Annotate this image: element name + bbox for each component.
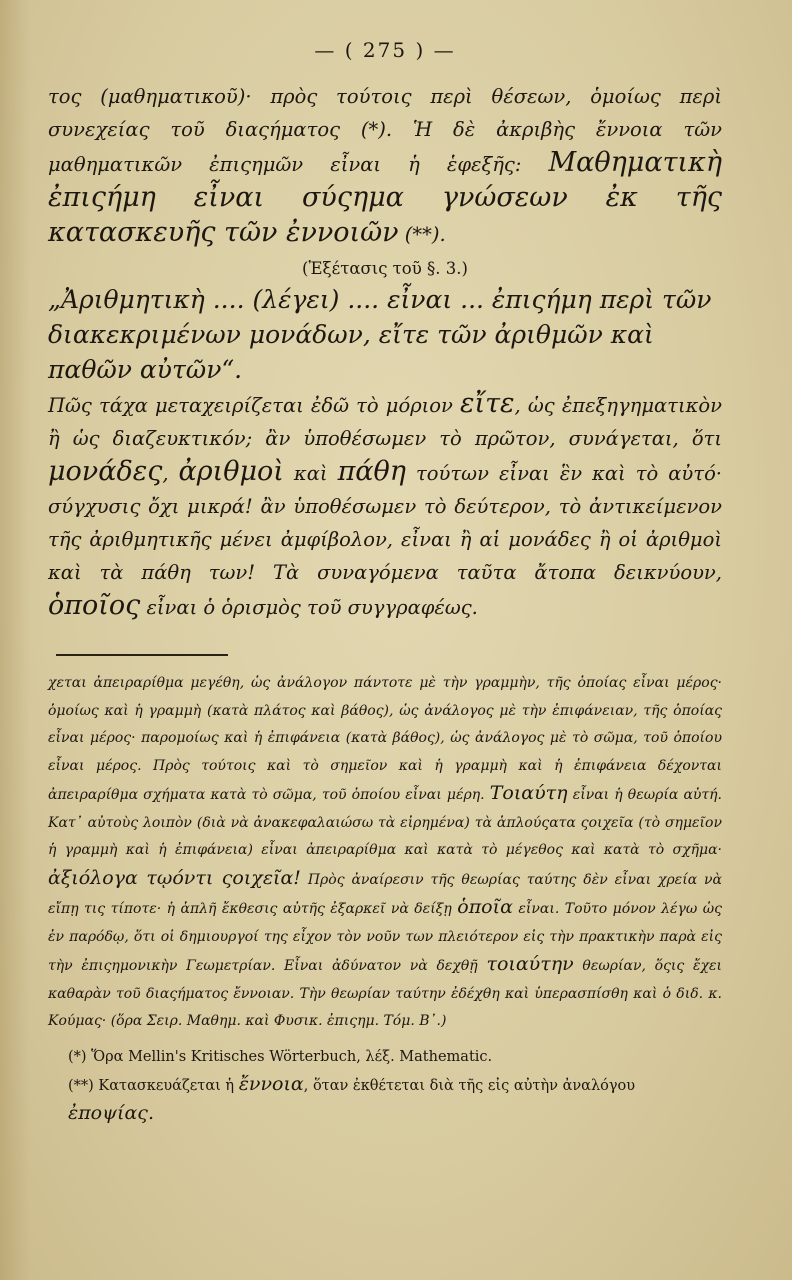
- footnote-1: (*) Ὅρα Mellin's Kritisches Wörterbuch, λέξ. Mathematic.: [68, 1048, 493, 1065]
- page-edge-shading: [0, 0, 30, 1280]
- critique-kai: καὶ: [293, 462, 328, 485]
- paragraph-definition: [48, 80, 722, 251]
- footnote-text-a: χεται ἀπειραρίθμα μεγέθη, ὡς ἀνάλογον πάντοτε μὲ τὴν γραμμὴν, τῆς ὁποίας εἶναι μέρος· ὁμοίως καὶ ἡ γραμμὴ (κατὰ πλάτος καὶ βάθος), ὡς ἀνάλογος μὲ τὴν ἐπιφάνειαν, τῆς ὁποίας εἶναι μέρος· παρομοίως καὶ ἡ ἐπιφάνεια (κατὰ βάθος), ὡς ἀνάλογος μὲ τὸ σῶμα, τοῦ ὁποίου εἶναι μέρος. Πρὸς τούτοις καὶ τὸ σημεῖον καὶ ἡ γραμμὴ καὶ ἡ ἐπιφάνεια δέχονται ἀπειραρίθμα σχήματα κατὰ τὸ σῶμα, τοῦ ὁποίου εἶναι μέρη.: [48, 675, 722, 803]
- quotation-text: „Ἀριθμητικὴ .... (λέγει) .... εἶναι ... ἐπιςήμη περὶ τῶν διακεκριμένων μονάδων, εἴτε τῶν ἀριθμῶν καὶ παθῶν αὐτῶν“.: [48, 285, 712, 384]
- footnotes: [48, 1044, 722, 1129]
- footnote-2-text-b: , ὅταν ἐκθέτεται διὰ τῆς εἰς αὐτὴν ἀναλόγου: [303, 1077, 636, 1094]
- main-text: [48, 80, 722, 624]
- critique-text-b: , ὡς ἐπεξηγηματικὸν ἢ ὡς διαζευκτικόν; ἂν ὑποθέσωμεν τὸ πρῶτον, συνάγεται, ὅτι: [48, 394, 722, 450]
- footnote-text-d: εἶναι. Τοῦτο μόνον λέγω ὡς ἐν παρόδῳ, ὅτι οἱ δημιουργοί της εἶχον τὸν νοῦν των πλειότερον εἰς τὴν πρακτικὴν παρὰ εἰς τὴν ἐπιςημονικὴν Γεωμετρίαν. Εἶναι ἀδύνατον νὰ δεχθῇ: [48, 901, 722, 974]
- emph-axiologa: ἀξιόλογα τῳόντι ςοιχεῖα!: [48, 866, 301, 889]
- page-number: — ( 275 ) —: [314, 38, 456, 62]
- footnote-2-text-a: (**) Κατασκευάζεται ἡ: [68, 1077, 235, 1094]
- critique-text-c: τούτων εἶναι ἓν καὶ τὸ αὐτό· σύγχυσις ὄχι μικρά! ἂν ὑποθέσωμεν τὸ δεύτερον, τὸ ἀντικείμενον τῆς ἀριθμητικῆς μένει ἀμφίβολον, εἶναι ἢ αἱ μονάδες ἢ οἱ ἀριθμοὶ καὶ τὰ πάθη των! Τὰ συναγόμενα ταῦτα ἄτοπα δεικνύουν,: [48, 462, 723, 584]
- footnote-text-c: Πρὸς ἀναίρεσιν τῆς θεωρίας ταύτης δὲν εἶναι χρεία νὰ εἴπῃ τις τίποτε· ἡ ἁπλῆ ἔκθεσις αὐτῆς ἐξαρκεῖ νὰ δείξῃ: [48, 871, 723, 917]
- footnote-marker: (**).: [404, 223, 446, 246]
- footnote-text-e: θεωρίαν, ὅςις ἔχει καθαρὰν τοῦ διαςήματος ἔννοιαν. Τὴν θεωρίαν ταύτην ἐδέχθη καὶ ὑπερασπίσθη καὶ ὁ διδ. κ. Κούμας· (ὅρα Σειρ. Μαθημ. καὶ Φυσικ. ἐπιςημ. Τόμ. Β᾽.): [48, 958, 722, 1029]
- critique-text-d: εἶναι ὁ ὁρισμὸς τοῦ συγγραφέως.: [146, 596, 478, 619]
- emph-epopsias: ἐποψίας.: [68, 1101, 154, 1124]
- critique-text-a: Πῶς τάχα μεταχειρίζεται ἐδῶ τὸ μόριον: [48, 394, 453, 417]
- emph-pathi: πάθη: [337, 456, 406, 487]
- footnote-divider: [56, 654, 228, 656]
- emphasized-definition: Μαθηματικὴ ἐπιςήμη εἶναι σύςημα γνώσεων ἐκ τῆς κατασκευῆς τῶν ἐννοιῶν: [48, 147, 722, 248]
- emph-opoios: ὁποῖος: [48, 590, 141, 621]
- emph-arithmoi: ἀριθμοὶ: [178, 456, 284, 487]
- emph-monades: μονάδες: [48, 456, 163, 487]
- emph-toiauti: Τοιαύτη: [489, 782, 568, 804]
- quotation-block: [48, 282, 722, 387]
- emph-opoia: ὁποῖα: [457, 896, 513, 918]
- emph-ennoia: ἔννοια: [238, 1072, 304, 1095]
- paragraph-critique: Πῶς τάχα μεταχειρίζεται ἐδῶ τὸ μόριον εἴτε, ὡς ἐπεξηγηματικὸν ἢ ὡς διαζευκτικόν; ἂν ὑποθέσωμεν τὸ πρῶτον, συνάγεται, ὅτι μονάδες, ἀριθμοὶ καὶ πάθη τούτων εἶναι ἓν καὶ τὸ αὐτό· σύγχυσις ὄχι μικρά! ἂν ὑποθέσωμεν τὸ δεύτερον, τὸ ἀντικείμενον τῆς ἀριθμητικῆς μένει ἀμφίβολον, εἶναι ἢ αἱ μονάδες ἢ οἱ ἀριθμοὶ καὶ τὰ πάθη των! Τὰ συναγόμενα ταῦτα ἄτοπα δεικνύουν, ὁποῖος εἶναι ὁ ὁρισμὸς τοῦ συγγραφέως.: [48, 388, 723, 621]
- paragraph-text: τος (μαθηματικοῦ)· πρὸς τούτοις περὶ θέσεων, ὁμοίως περὶ συνεχείας τοῦ διαςήματος (*). Ἡ δὲ ἀκριβὴς ἔννοια τῶν μαθηματικῶν ἐπιςημῶν εἶναι ἡ ἑφεξῆς:: [48, 85, 722, 176]
- section-reference: (Ἐξέτασις τοῦ §. 3.): [302, 259, 468, 278]
- footnote-2: [48, 1071, 722, 1129]
- footnote-text-b: εἶναι ἡ θεωρία αὐτή. Κατ᾽ αὐτοὺς λοιπὸν (διὰ νὰ ἀνακεφαλαιώσω τὰ εἰρημένα) τὰ ἁπλούςατα ςοιχεῖα (τὸ σημεῖον ἡ γραμμὴ καὶ ἡ ἐπιφάνεια) εἶναι ἀπειραρίθμα καὶ κατὰ τὸ μέγεθος καὶ κατὰ τὸ σχῆμα·: [48, 787, 723, 858]
- emph-toiautin: τοιαύτην: [486, 953, 574, 975]
- emph-eite: εἴτε: [460, 388, 515, 419]
- footnote-continuation: [48, 670, 722, 1036]
- footnote-paragraph: [48, 670, 722, 1036]
